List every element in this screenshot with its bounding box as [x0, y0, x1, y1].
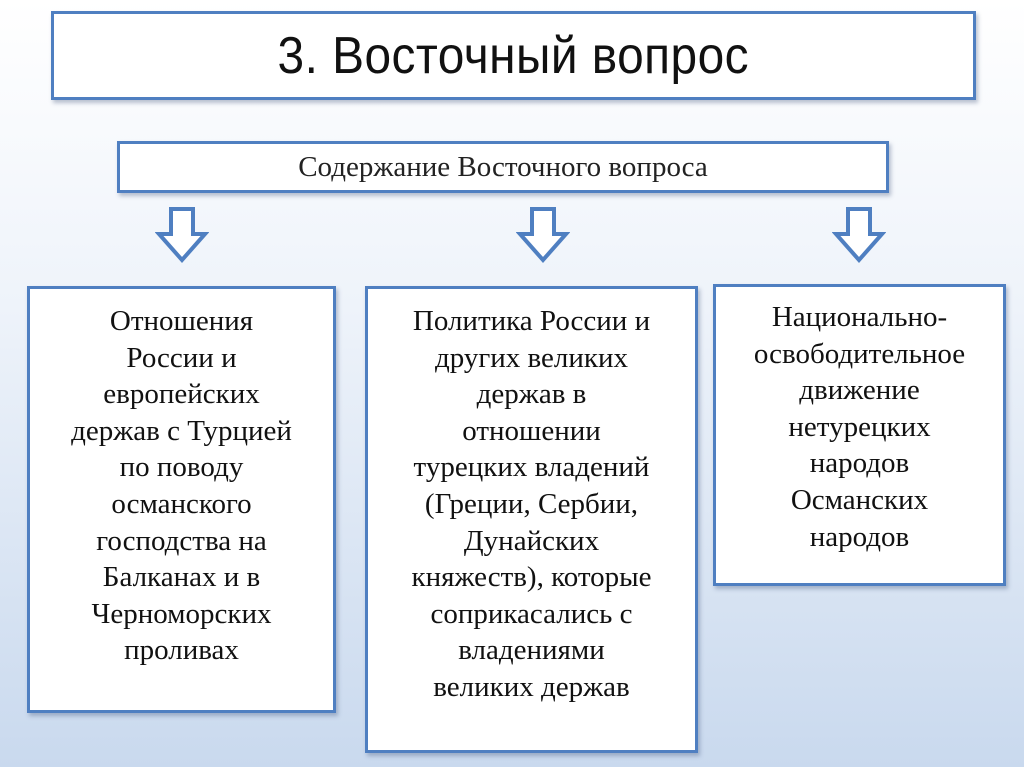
column-box-right: [713, 284, 1006, 586]
down-arrow-icon: [516, 206, 570, 264]
column-text-middle: Политика России и других великих держав в отношении турецких владений (Греции, Сербии, Дунайских княжеств), которые соприкасались с владениями великих держав: [411, 305, 652, 703]
down-arrow-icon: [155, 206, 209, 264]
column-box-middle: [365, 286, 698, 753]
down-arrow-icon: [832, 206, 886, 264]
column-text-left: Отношения России и европейских держав с Турцией по поводу османского господства на Балканах и в Черноморских проливах: [71, 305, 292, 667]
column-text-right: Национально- освободительное движение нетурецких народов Османских народов: [753, 301, 966, 553]
column-box-left: [27, 286, 336, 713]
subtitle: Содержание Восточного вопроса: [298, 150, 708, 183]
title-box: [51, 11, 976, 100]
page-title: 3. Восточный вопрос: [277, 26, 750, 85]
subtitle-box: [117, 141, 889, 193]
